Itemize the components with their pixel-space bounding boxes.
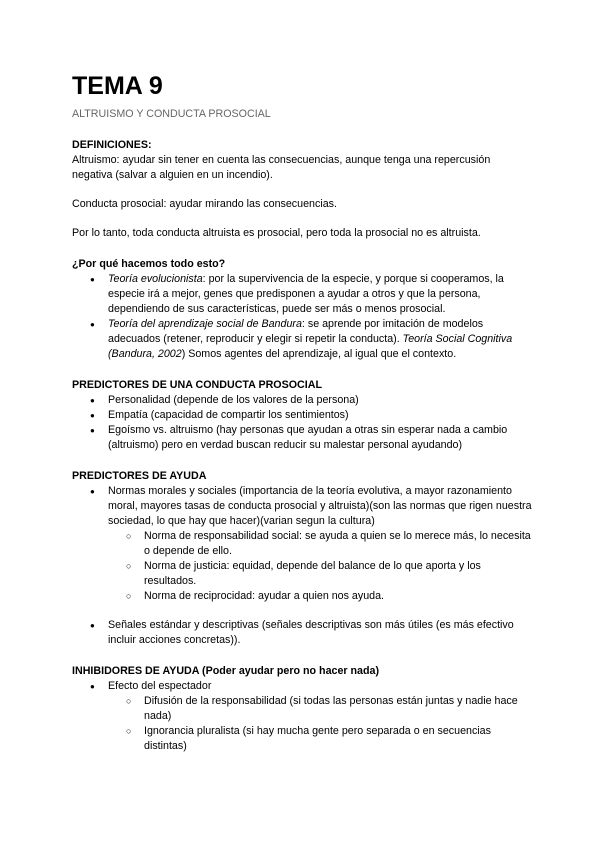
page-title: TEMA 9 (72, 72, 163, 100)
term-teoria-aprendizaje-social: Teoría del aprendizaje social de Bandura (108, 318, 302, 330)
list-item-text: : se aprende por imitación de modelos adecuados (retener, reproducir y elegir si repetir la conducta). (108, 318, 484, 345)
sublist-item: ○ Norma de justicia: equidad, depende del balance de lo que aporta y los resultados. (108, 559, 532, 589)
list-item (72, 317, 532, 362)
list-por-que (72, 272, 532, 362)
term-teoria-social-cognitiva: Teoría Social Cognitiva (Bandura, 2002 (108, 333, 513, 360)
list-item-text: : por la supervivencia de la especie, y porque si cooperamos, la especie irá a mejor, genes que predisponen a ayudar a otros y que la persona, dependiendo de sus características, puede ser más o menos prosocial. (108, 273, 504, 315)
list-inhibidores (72, 679, 532, 754)
sublist-efecto-espectador (108, 694, 532, 754)
paragraph-por-lo-tanto: Por lo tanto, toda conducta altruista es prosocial, pero toda la prosocial no es altruista. (72, 227, 481, 239)
sublist-item: ○ Difusión de la responsabilidad (si todas las personas están juntas y nadie hace nada) (108, 694, 532, 724)
list-item: ● Empatía (capacidad de compartir los sentimientos) (72, 408, 532, 423)
section-heading-definiciones: DEFINICIONES: (72, 139, 152, 151)
section-heading-por-que: ¿Por qué hacemos todo esto? (72, 258, 226, 270)
list-item (72, 484, 532, 604)
section-heading-predictores-conducta: PREDICTORES DE UNA CONDUCTA PROSOCIAL (72, 379, 322, 391)
section-heading-inhibidores: INHIBIDORES DE AYUDA (Poder ayudar pero no hacer nada) (72, 665, 380, 677)
document-page (72, 72, 532, 754)
paragraph-conducta-prosocial: Conducta prosocial: ayudar mirando las consecuencias. (72, 198, 337, 210)
list-predictores-ayuda-2 (72, 618, 532, 648)
list-item (72, 679, 532, 754)
list-item: ● Señales estándar y descriptivas (señales descriptivas son más útiles (es más efectivo incluir acciones concretas)). (72, 618, 532, 648)
sublist-normas (108, 529, 532, 604)
sublist-item: ○ Norma de responsabilidad social: se ayuda a quien se lo merece más, lo necesita o depende de ello. (108, 529, 532, 559)
list-item-text: ) Somos agentes del aprendizaje, al igual que el contexto. (181, 348, 457, 360)
sublist-item: ○ Norma de reciprocidad: ayudar a quien nos ayuda. (108, 589, 532, 604)
page-subtitle: ALTRUISMO Y CONDUCTA PROSOCIAL (72, 108, 271, 120)
list-item: ● Egoísmo vs. altruismo (hay personas que ayudan a otras sin esperar nada a cambio (altruismo) pero en verdad buscan reducir su malestar personal ayudando) (72, 423, 532, 453)
list-item-text: Efecto del espectador (108, 680, 212, 692)
section-heading-predictores-ayuda: PREDICTORES DE AYUDA (72, 470, 207, 482)
paragraph-altruismo: Altruismo: ayudar sin tener en cuenta las consecuencias, aunque tenga una repercusión negativa (salvar a alguien en un incendio). (72, 154, 491, 181)
term-teoria-evolucionista: Teoría evolucionista (108, 273, 203, 285)
list-item (72, 272, 532, 317)
list-item-text: Normas morales y sociales (importancia de la teoría evolutiva, a mayor razonamiento moral, mayores tasas de conducta prosocial y altruista)(son las normas que rigen nuestra sociedad, lo que hay que hacer)(varian segun la cultura) (108, 485, 532, 527)
list-predictores-ayuda (72, 484, 532, 604)
list-item: ● Personalidad (depende de los valores de la persona) (72, 393, 532, 408)
sublist-item: ○ Ignorancia pluralista (si hay mucha gente pero separada o en secuencias distintas) (108, 724, 532, 754)
list-predictores-conducta (72, 393, 532, 453)
